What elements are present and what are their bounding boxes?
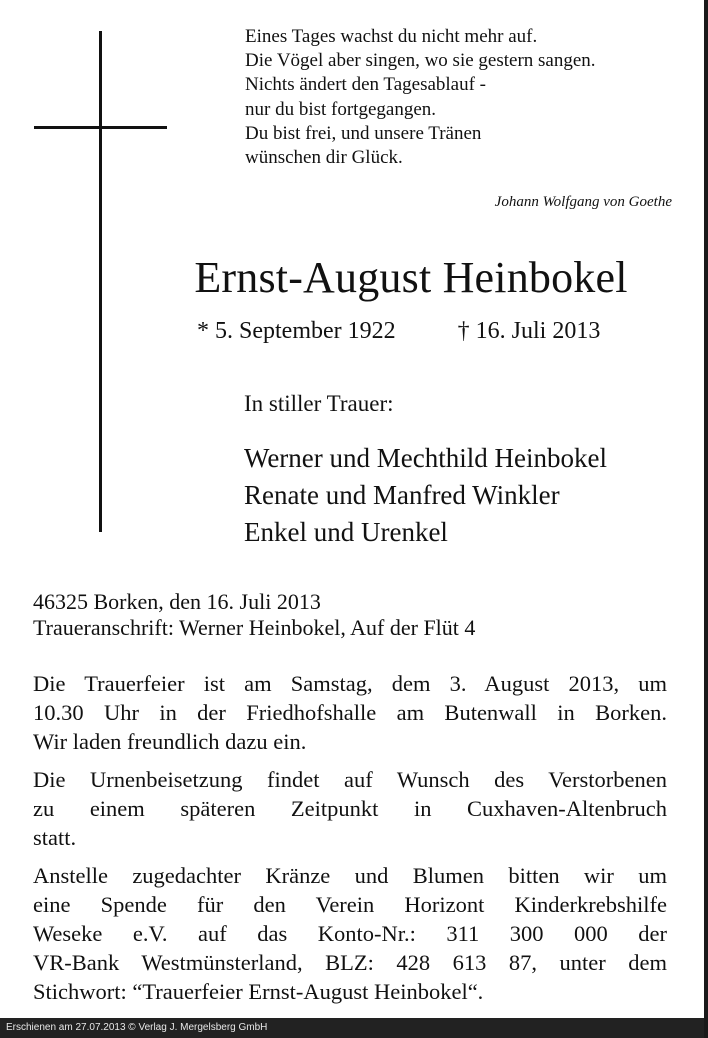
paragraph-line: eine Spende für den Verein Horizont Kinderkrebshilfe [33,892,667,917]
paragraph-line: zu einem späteren Zeitpunkt in Cuxhaven-Altenbruch [33,796,667,821]
mourners-list [244,440,607,551]
publication-note: Erschienen am 27.07.2013 © Verlag J. Mergelsberg GmbH [6,1022,268,1033]
life-dates [197,314,600,348]
poem-author: Johann Wolfgang von Goethe [494,194,672,210]
cross-horizontal-bar [34,126,167,129]
mourner-name: Werner und Mechthild Heinbokel [244,443,607,473]
poem-line: Nichts ändert den Tagesablauf - [245,74,487,96]
paragraph-line: VR-Bank Westmünsterland, BLZ: 428 613 87, unter dem [33,950,667,975]
urn-burial-paragraph [33,765,667,852]
poem-line: wünschen dir Glück. [245,147,403,169]
paragraph-line: Die Trauerfeier ist am Samstag, dem 3. August 2013, um [33,671,667,696]
mourner-name: Enkel und Urenkel [244,517,448,547]
deceased-name: Ernst-August Heinbokel [194,253,628,302]
paragraph-line: statt. [33,825,77,850]
publication-footer [0,1018,704,1038]
poem-line: Eines Tages wachst du nicht mehr auf. [245,26,538,47]
donation-paragraph [33,861,667,1006]
poem [245,25,596,170]
birth-date: * 5. September 1922 [197,318,396,344]
place-date: 46325 Borken, den 16. Juli 2013 [33,589,321,614]
paragraph-line: Wir laden freundlich dazu ein. [33,729,307,754]
mourner-name: Renate und Manfred Winkler [244,480,560,510]
poem-line: Die Vögel aber singen, wo sie gestern sangen. [245,50,596,72]
mourning-intro: In stiller Trauer: [244,391,394,416]
paragraph-line: Weseke e.V. auf das Konto-Nr.: 311 300 000 der [33,921,667,946]
death-date: † 16. Juli 2013 [457,318,601,344]
poem-line: Du bist frei, und unsere Tränen [245,122,482,144]
paragraph-line: Die Urnenbeisetzung findet auf Wunsch des Verstorbenen [33,767,667,792]
address-block [33,589,475,641]
paragraph-line: Anstelle zugedachter Kränze und Blumen bitten wir um [33,863,667,888]
paragraph-line: Stichwort: “Trauerfeier Ernst-August Heinbokel“. [33,979,484,1004]
funeral-service-paragraph [33,669,667,756]
mourning-address: Traueranschrift: Werner Heinbokel, Auf der Flüt 4 [33,615,476,640]
paragraph-line: 10.30 Uhr in der Friedhofshalle am Butenwall in Borken. [33,700,667,725]
page-border [704,0,708,1038]
poem-line: nur du bist fortgegangen. [245,98,437,120]
